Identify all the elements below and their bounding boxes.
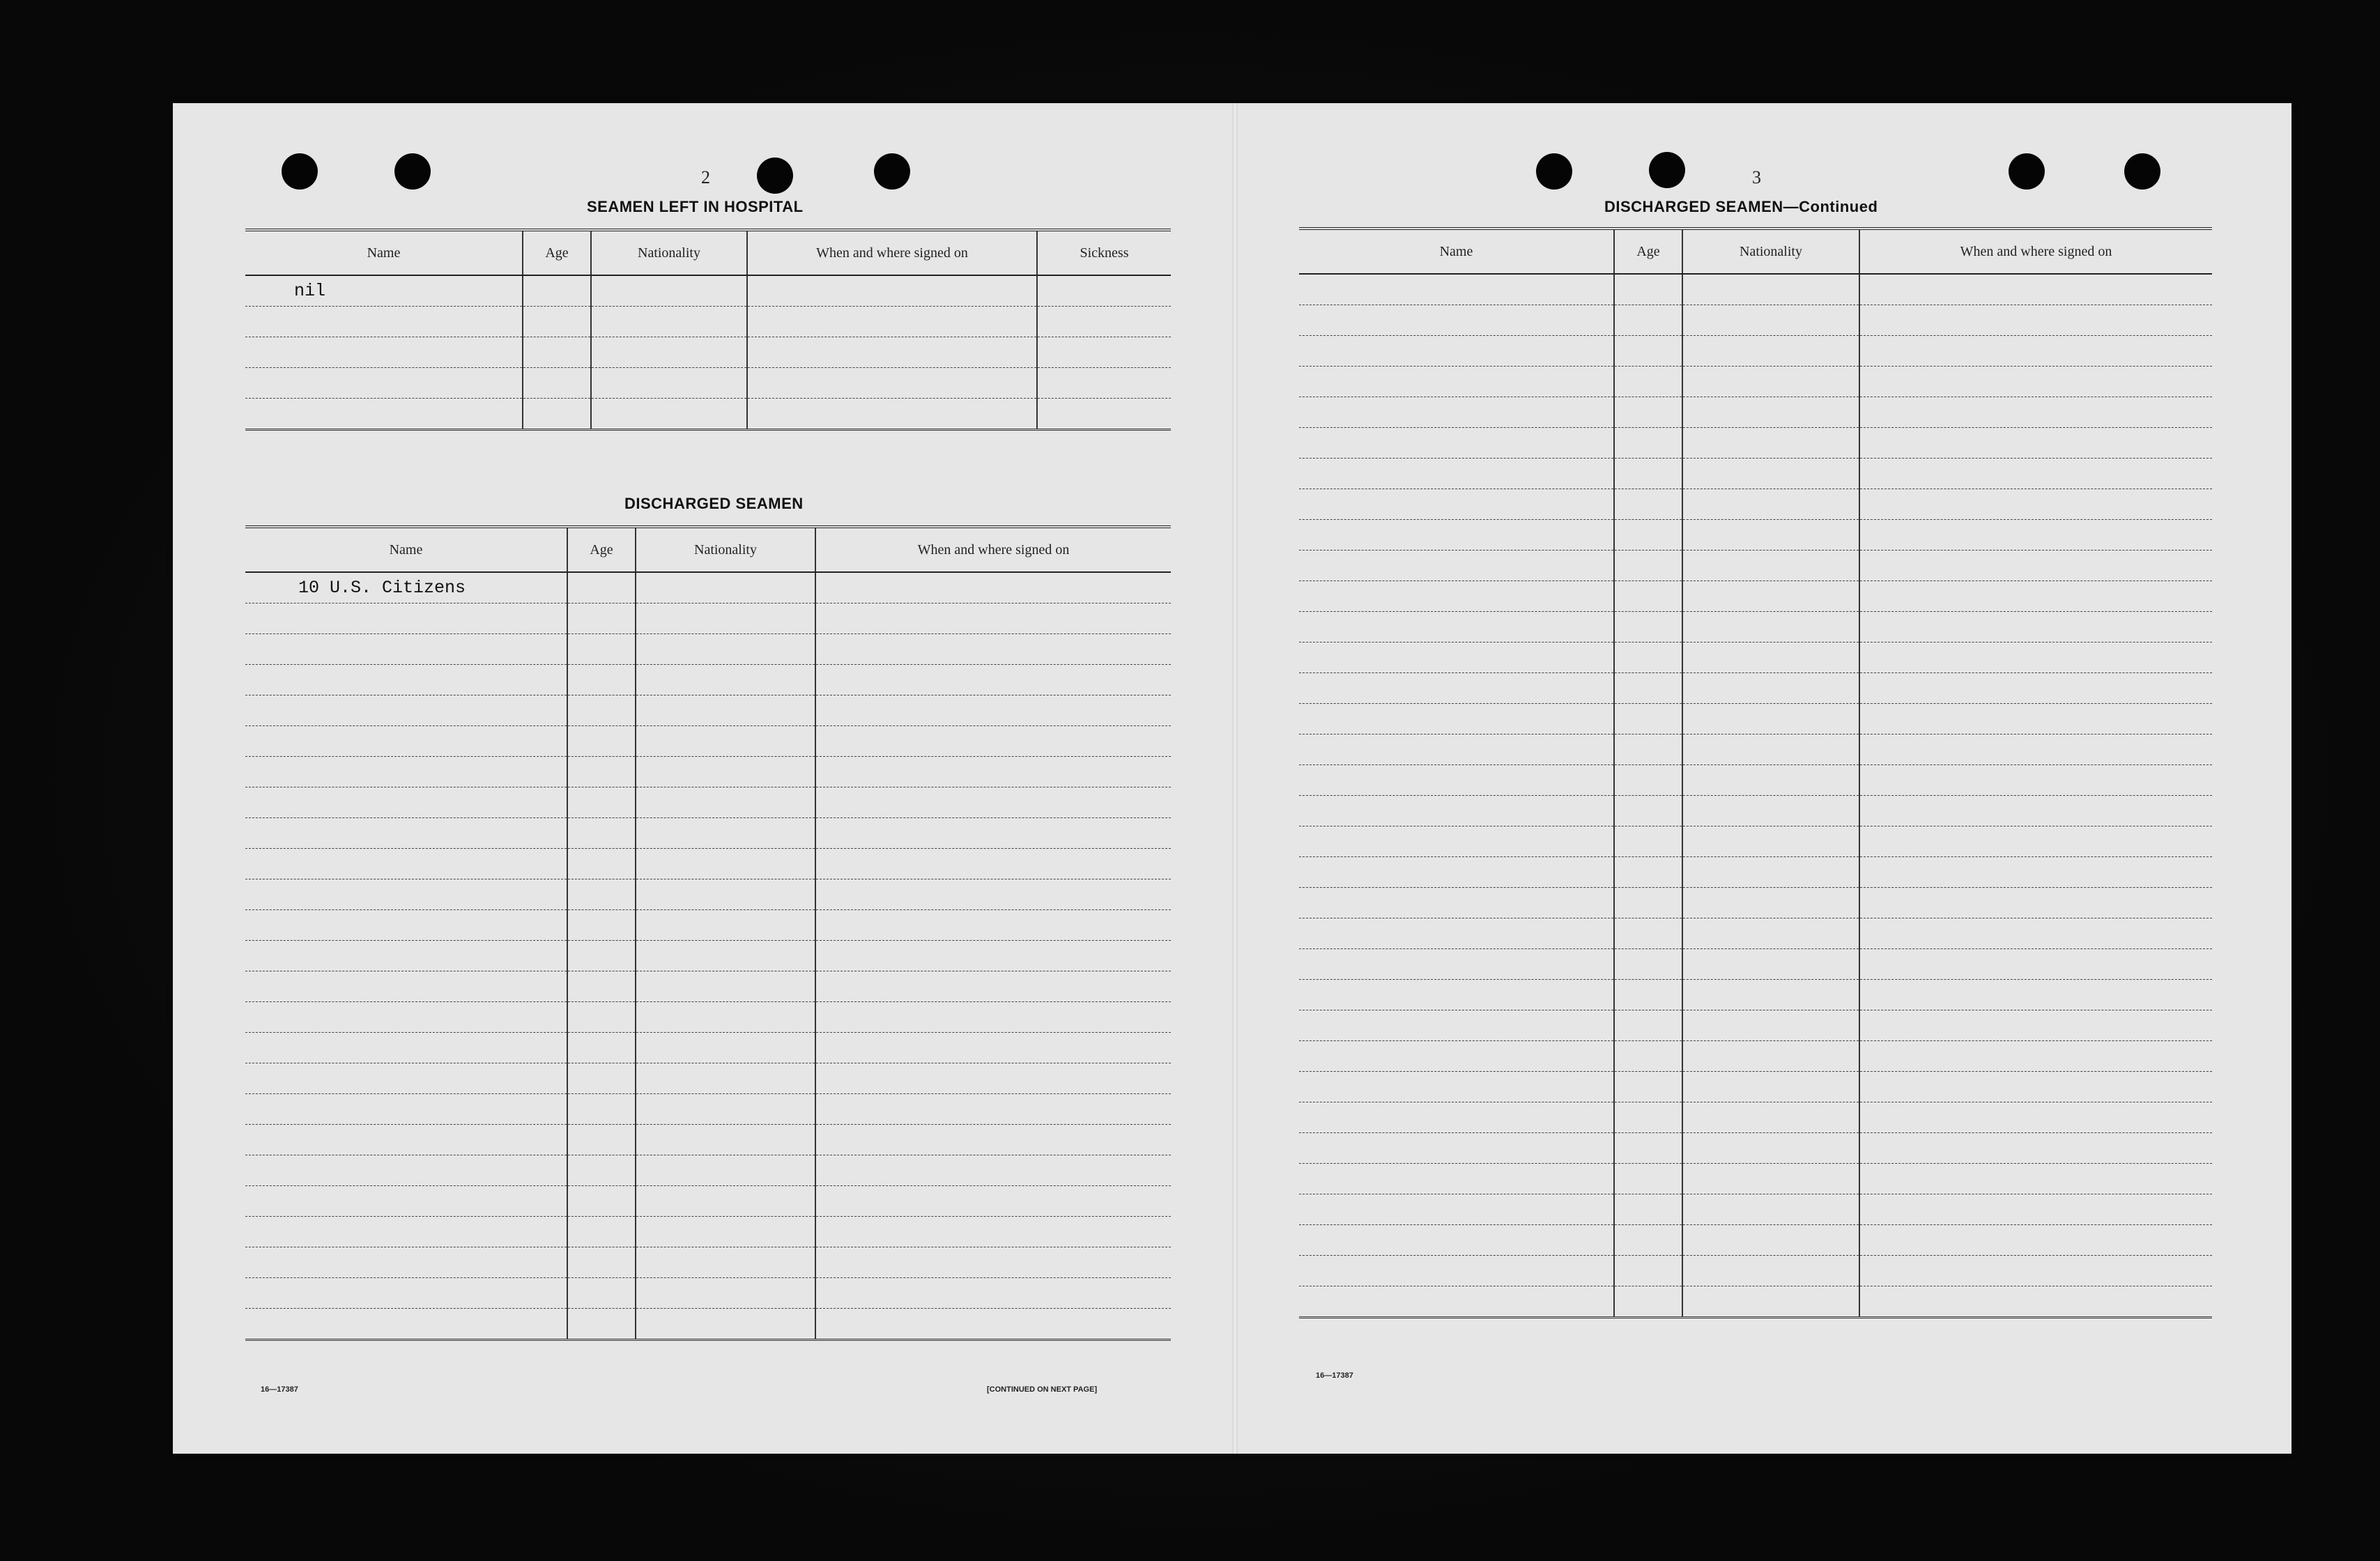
table-row	[245, 1002, 1171, 1033]
table-row	[1299, 1225, 2212, 1256]
table-row	[245, 399, 1171, 430]
table-row	[245, 849, 1171, 879]
table-row	[1299, 643, 2212, 673]
table-row	[1299, 274, 2212, 305]
table-row	[1299, 1072, 2212, 1102]
table-row	[245, 337, 1171, 368]
table-row	[245, 818, 1171, 849]
table-row	[1299, 305, 2212, 336]
column-header-signed-on: When and where signed on	[1859, 229, 2212, 274]
punch-hole	[394, 153, 431, 190]
table-row	[245, 1094, 1171, 1125]
column-header-name: Name	[245, 527, 567, 572]
discharged-continued-title	[1604, 198, 1878, 216]
table-row	[245, 603, 1171, 634]
column-header-signed-on: When and where signed on	[747, 230, 1037, 275]
table-row	[1299, 673, 2212, 704]
document-spread	[173, 103, 2291, 1454]
discharged-entry-text: 10 U.S. Citizens	[298, 578, 466, 598]
page-number-left: 2	[701, 167, 710, 187]
table-row	[1299, 520, 2212, 551]
table-row	[1299, 1164, 2212, 1194]
discharged-continued-table	[1299, 227, 2212, 1318]
table-row	[1299, 1133, 2212, 1164]
punch-hole	[1649, 152, 1685, 188]
discharged-section-title: DISCHARGED SEAMEN	[624, 495, 804, 512]
table-row	[245, 910, 1171, 941]
table-row	[1299, 918, 2212, 949]
table-row	[1299, 888, 2212, 918]
center-fold	[1232, 103, 1238, 1454]
table-row	[1299, 612, 2212, 643]
table-row	[245, 1063, 1171, 1094]
punch-hole	[2009, 153, 2045, 190]
table-row	[245, 275, 1171, 307]
column-header-nationality: Nationality	[591, 230, 747, 275]
column-header-age: Age	[1614, 229, 1682, 274]
column-header-sickness: Sickness	[1037, 230, 1171, 275]
form-number-right: 16—17387	[1316, 1371, 1353, 1380]
table-row	[245, 1033, 1171, 1063]
table-row	[1299, 1194, 2212, 1225]
table-row	[245, 879, 1171, 910]
table-row	[245, 1186, 1171, 1217]
table-row	[1299, 551, 2212, 581]
table-row	[245, 971, 1171, 1002]
table-row	[245, 941, 1171, 971]
table-row	[245, 757, 1171, 787]
column-header-age: Age	[523, 230, 591, 275]
table-row	[245, 787, 1171, 818]
table-row	[1299, 1010, 2212, 1041]
table-row	[1299, 336, 2212, 367]
punch-hole	[1536, 153, 1572, 190]
table-row	[1299, 826, 2212, 857]
table-row	[1299, 765, 2212, 796]
column-header-signed-on: When and where signed on	[815, 527, 1171, 572]
hospital-section-title: SEAMEN LEFT IN HOSPITAL	[587, 198, 804, 215]
table-row	[1299, 735, 2212, 765]
table-row	[245, 1309, 1171, 1340]
table-row	[245, 1247, 1171, 1278]
table-row	[245, 665, 1171, 695]
table-row	[1299, 581, 2212, 612]
table-row	[1299, 1102, 2212, 1133]
table-row	[245, 572, 1171, 603]
hospital-entry	[245, 275, 523, 307]
table-row	[1299, 949, 2212, 980]
discharged-entry	[245, 572, 567, 603]
table-row	[1299, 367, 2212, 397]
table-row	[1299, 980, 2212, 1010]
column-header-nationality: Nationality	[636, 527, 815, 572]
table-row	[1299, 397, 2212, 428]
continued-note: [CONTINUED ON NEXT PAGE]	[987, 1385, 1098, 1394]
hospital-entry-text: nil	[294, 281, 326, 301]
column-header-name: Name	[1299, 229, 1614, 274]
table-row	[245, 368, 1171, 399]
table-row	[1299, 489, 2212, 520]
punch-hole	[282, 153, 318, 190]
table-row	[1299, 1256, 2212, 1286]
table-row	[245, 726, 1171, 757]
table-row	[1299, 796, 2212, 826]
table-row	[1299, 1041, 2212, 1072]
table-row	[245, 1278, 1171, 1309]
form-number-left: 16—17387	[261, 1385, 298, 1394]
discharged-continued-title-suffix: —Continued	[1783, 198, 1878, 215]
column-header-name: Name	[245, 230, 523, 275]
hospital-table	[245, 229, 1171, 431]
table-row	[1299, 857, 2212, 888]
table-row	[1299, 459, 2212, 489]
table-row	[1299, 428, 2212, 459]
punch-hole	[2124, 153, 2160, 190]
page-number-right: 3	[1752, 167, 1761, 187]
discharged-continued-title-main: DISCHARGED SEAMEN	[1604, 198, 1783, 215]
column-header-nationality: Nationality	[1682, 229, 1859, 274]
punch-hole	[757, 157, 793, 194]
table-row	[1299, 1286, 2212, 1318]
discharged-table	[245, 525, 1171, 1341]
table-row	[245, 307, 1171, 337]
table-row	[245, 634, 1171, 665]
table-row	[245, 1155, 1171, 1186]
table-row	[245, 1217, 1171, 1247]
column-header-age: Age	[567, 527, 636, 572]
table-row	[245, 695, 1171, 726]
table-row	[1299, 704, 2212, 735]
punch-hole	[874, 153, 910, 190]
table-row	[245, 1125, 1171, 1155]
